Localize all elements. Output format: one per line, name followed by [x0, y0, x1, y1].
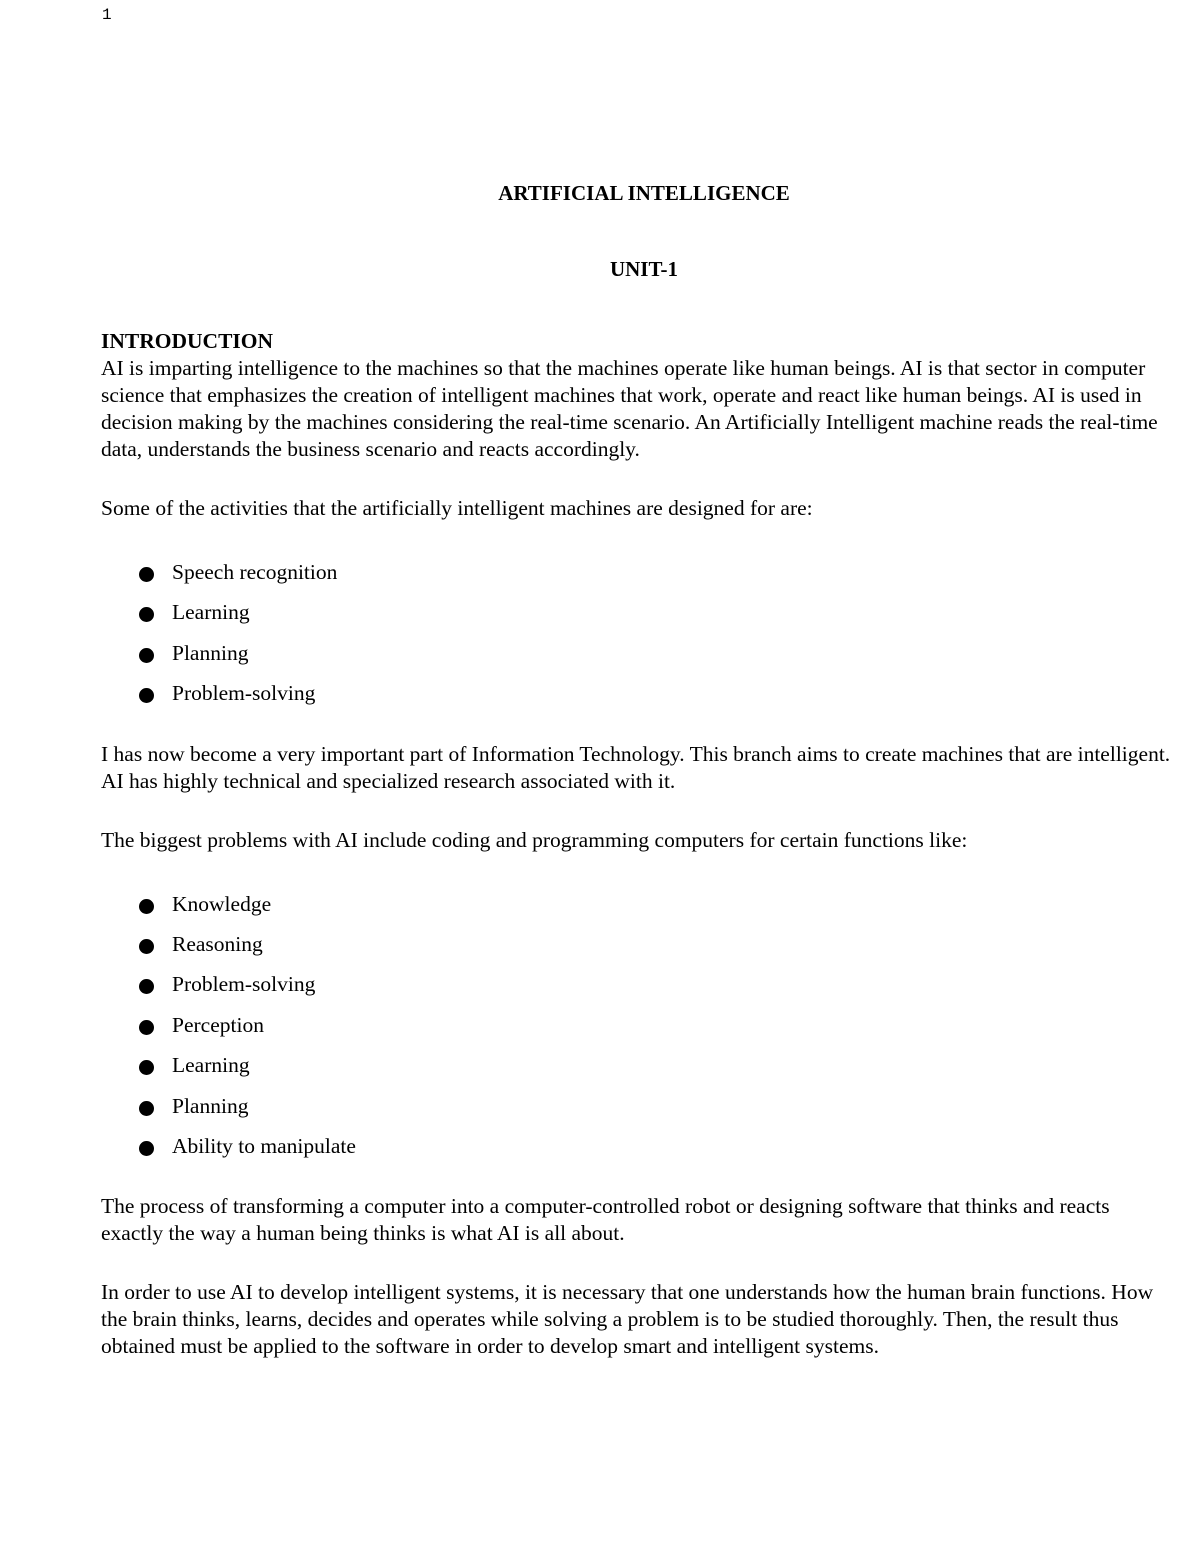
list-item [101, 640, 1176, 680]
intro-paragraph: AI is imparting intelligence to the machines so that the machines operate like human beings. AI is that sector in computer science that emphasizes the creation of intelligent machines that work, operate and react like human beings. AI is used in decision making by the machines considering the real-time scenario. An Artificially Intelligent machine reads the real-time data, understands the business scenario and reacts accordingly. [101, 356, 1158, 461]
list-item [101, 1133, 1176, 1173]
list-item-label: Planning [172, 1093, 249, 1118]
document-title: ARTIFICIAL INTELLIGENCE [498, 181, 790, 205]
bullet-icon [139, 648, 154, 663]
list-item [101, 559, 1176, 599]
list-item-label: Perception [172, 1012, 264, 1037]
list-item [101, 1052, 1176, 1092]
bullet-icon [139, 1020, 154, 1035]
list-item [101, 891, 1176, 931]
list-item [101, 599, 1176, 639]
bullet-icon [139, 1101, 154, 1116]
list-item-label: Planning [172, 640, 249, 665]
problems-intro: The biggest problems with AI include coding and programming computers for certain functions like: [101, 827, 968, 852]
bullet-icon [139, 567, 154, 582]
process-paragraph: The process of transforming a computer into a computer-controlled robot or designing software that thinks and reacts exactly the way a human being thinks is what AI is all about. [101, 1194, 1110, 1246]
list-item [101, 1093, 1176, 1133]
brain-paragraph: In order to use AI to develop intelligent systems, it is necessary that one understands how the human brain functions. How the brain thinks, learns, decides and operates while solving a problem is to be studied thoroughly. Then, the result thus obtained must be applied to the software in order to develop smart and intelligent systems. [101, 1280, 1154, 1359]
list-item-label: Problem-solving [172, 681, 316, 706]
activities-intro: Some of the activities that the artificially intelligent machines are designed for are: [101, 496, 813, 520]
list-item-label: Speech recognition [172, 560, 338, 584]
list-item [101, 971, 1176, 1011]
intro-heading: INTRODUCTION [101, 329, 274, 353]
list-item-label: Reasoning [172, 931, 263, 956]
list-item-label: Ability to manipulate [172, 1133, 356, 1158]
list-item-label: Problem-solving [172, 972, 316, 997]
list-item-label: Knowledge [172, 891, 272, 916]
list-item [101, 931, 1176, 971]
importance-paragraph: I has now become a very important part of Information Technology. This branch aims to create machines that are intelligent. AI has highly technical and specialized research associated with it. [101, 741, 1171, 793]
bullet-icon [139, 1141, 154, 1156]
bullet-icon [139, 607, 154, 622]
unit-title: UNIT-1 [609, 257, 679, 281]
bullet-icon [139, 979, 154, 994]
bullet-icon [139, 688, 154, 703]
bullet-icon [139, 939, 154, 954]
list-item-label: Learning [172, 600, 250, 625]
document-body [101, 328, 1176, 1360]
list-item-label: Learning [172, 1053, 250, 1078]
list-item [101, 1012, 1176, 1052]
list-item [101, 680, 1176, 720]
page-number: 1 [102, 6, 112, 24]
problems-list [101, 891, 1176, 1174]
activities-list [101, 559, 1176, 721]
bullet-icon [139, 1060, 154, 1075]
bullet-icon [139, 899, 154, 914]
